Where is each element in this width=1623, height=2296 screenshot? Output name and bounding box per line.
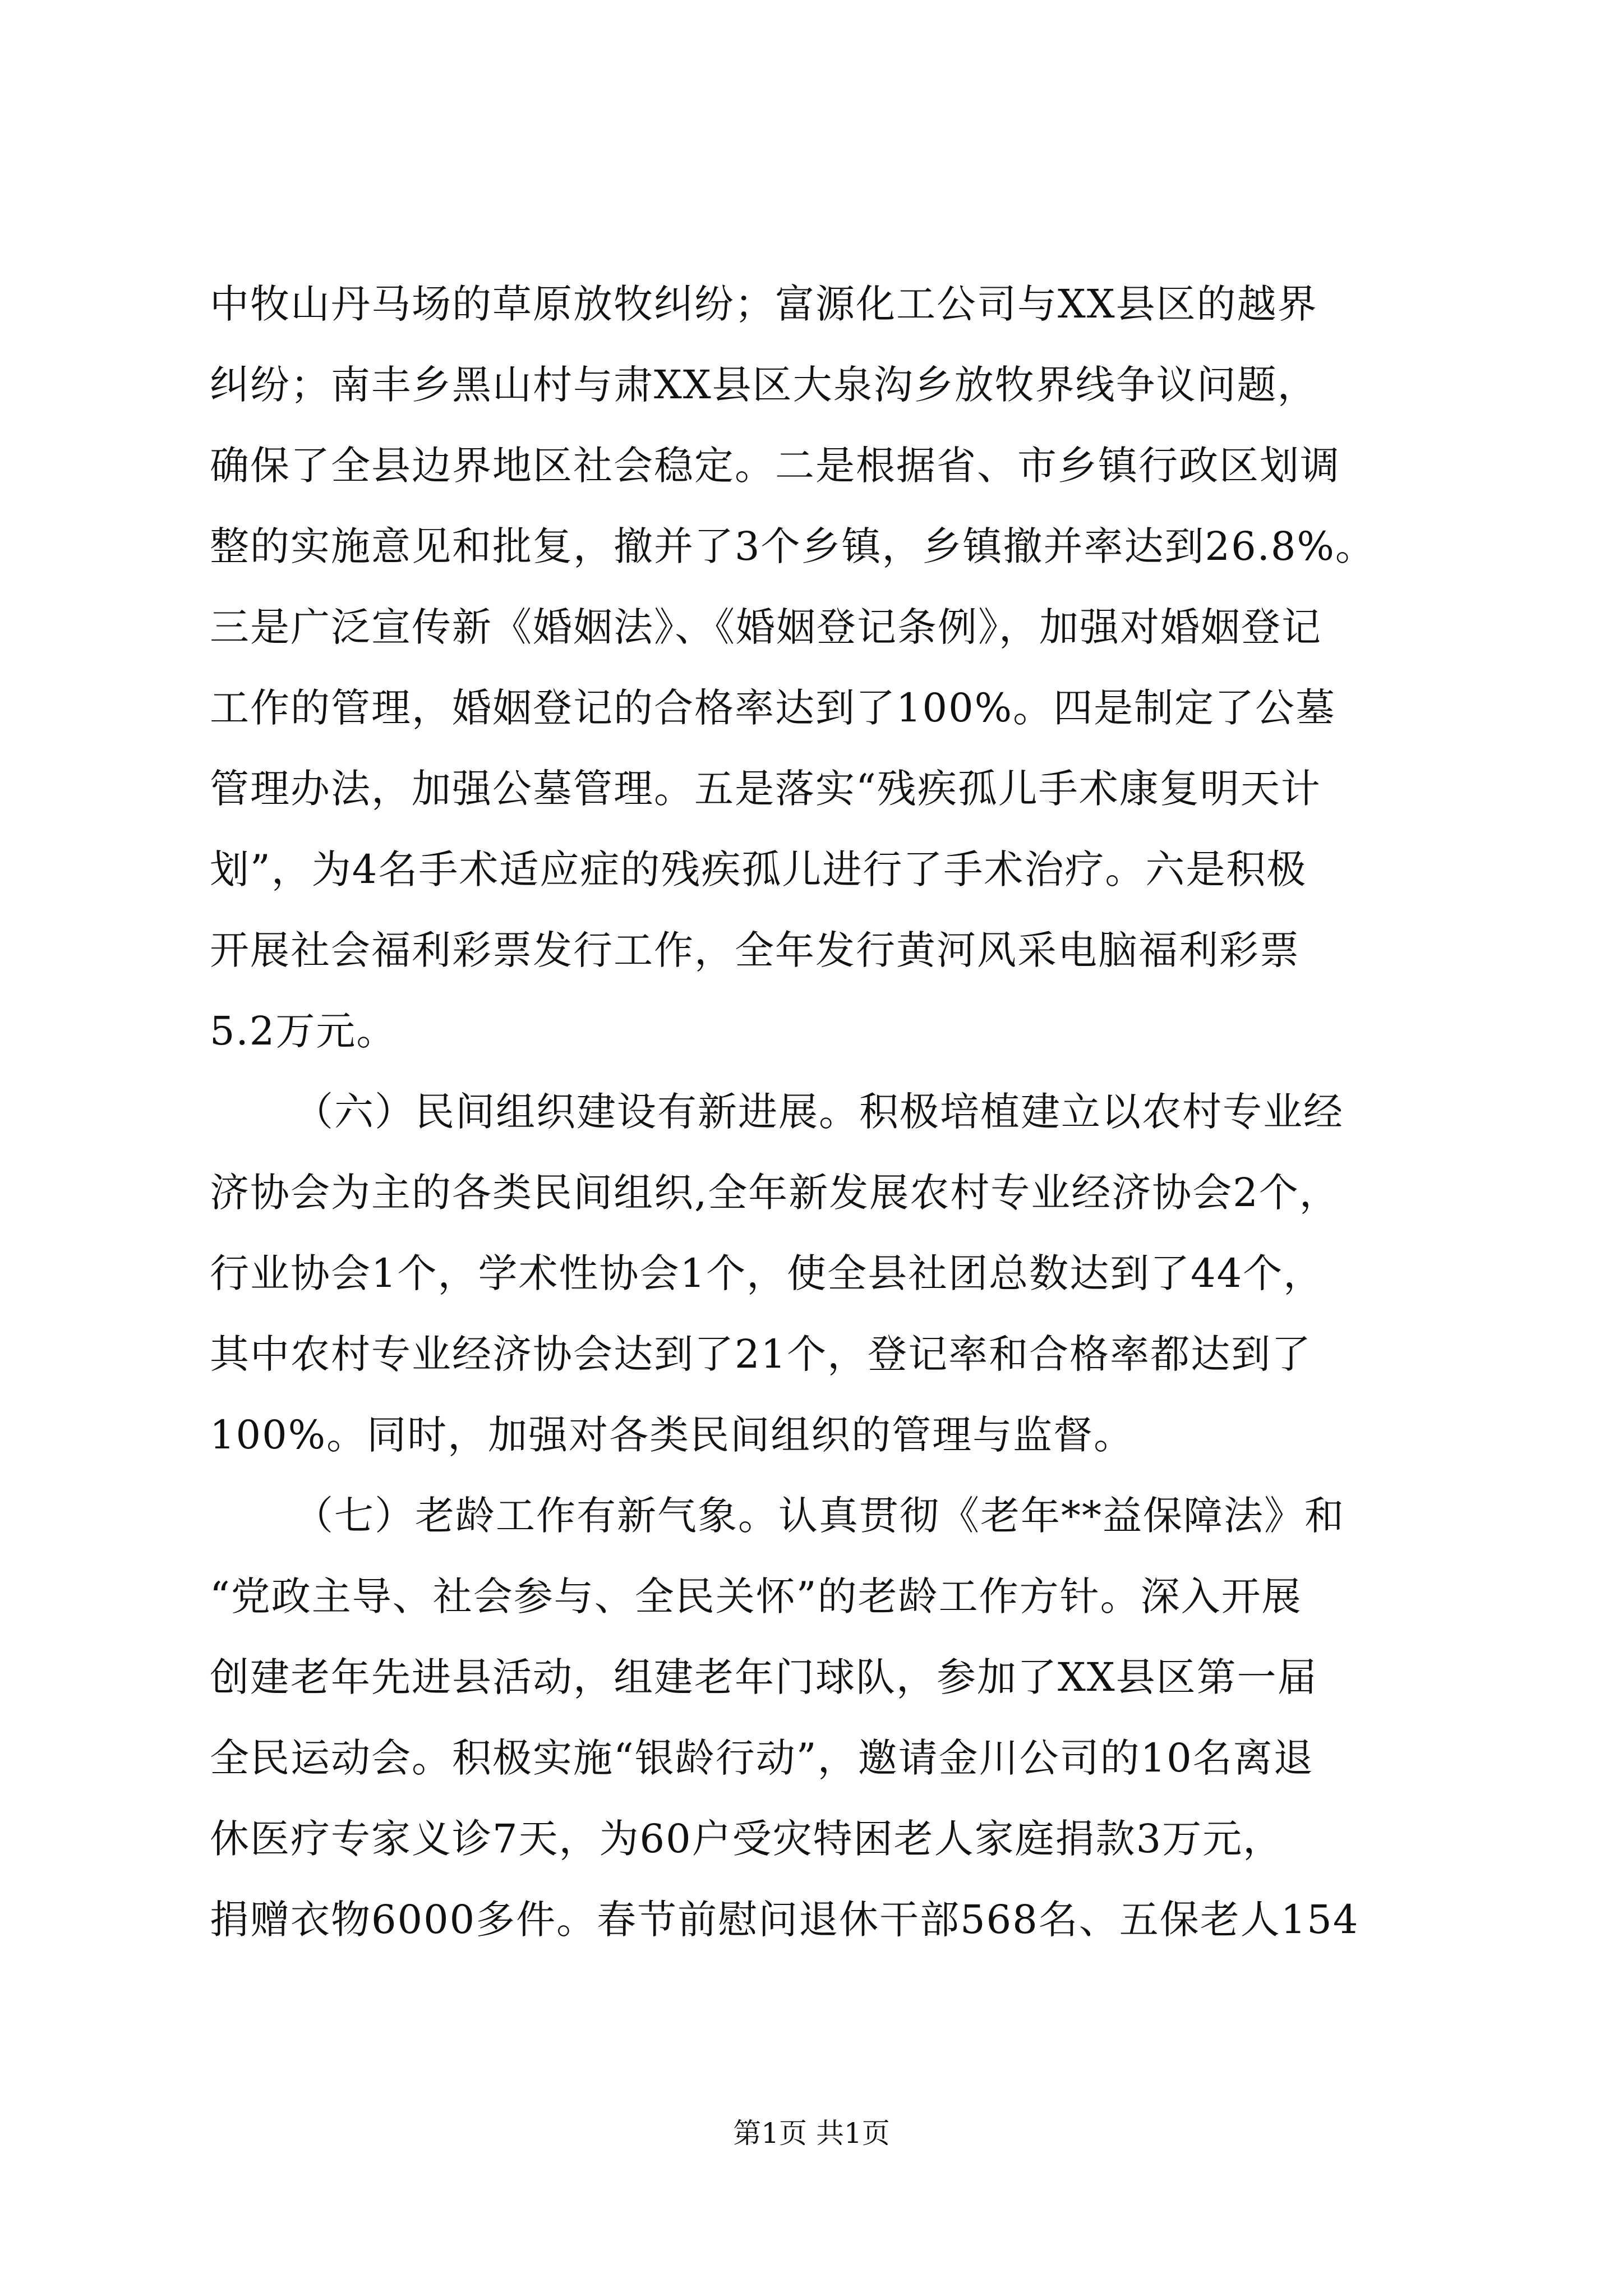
text-line: 济协会为主的各类民间组织,全年新发展农村专业经济协会2个， [210, 1170, 1340, 1216]
text-line: 全民运动会。积极实施“银龄行动”，邀请金川公司的10名离退 [210, 1735, 1314, 1781]
text-line: 5.2万元。 [210, 1008, 397, 1054]
text-line-indented: （七）老龄工作有新气象。认真贯彻《老年**益保障法》和 [294, 1493, 1345, 1539]
text-line: 100%。同时，加强对各类民间组织的管理与监督。 [210, 1412, 1135, 1458]
text-line: “党政主导、社会参与、全民关怀”的老龄工作方针。深入开展 [210, 1573, 1302, 1619]
text-line: 工作的管理，婚姻登记的合格率达到了100%。四是制定了公墓 [210, 685, 1336, 731]
text-line: 划”，为4名手术适应症的残疾孤儿进行了手术治疗。六是积极 [210, 846, 1307, 892]
text-line: 确保了全县边界地区社会稳定。二是根据省、市乡镇行政区划调 [210, 443, 1340, 489]
text-line: 管理办法，加强公墓管理。五是落实“残疾孤儿手术康复明天计 [210, 766, 1321, 812]
text-line: 行业协会1个，学术性协会1个，使全县社团总数达到了44个， [210, 1250, 1324, 1296]
text-line: 其中农村专业经济协会达到了21个，登记率和合格率都达到了 [210, 1331, 1312, 1377]
text-line: 休医疗专家义诊7天，为60户受灾特困老人家庭捐款3万元， [210, 1816, 1284, 1862]
text-line: 创建老年先进县活动，组建老年门球队，参加了XX县区第一届 [210, 1654, 1318, 1700]
text-line: 整的实施意见和批复，撤并了3个乡镇，乡镇撤并率达到26.8%。 [210, 523, 1376, 569]
text-line: 中牧山丹马场的草原放牧纠纷；富源化工公司与XX县区的越界 [210, 281, 1318, 327]
page-number: 第1页 共1页 [733, 2117, 890, 2150]
body-text [210, 264, 1432, 1960]
text-line-indented: （六）民间组织建设有新进展。积极培植建立以农村专业经 [294, 1089, 1344, 1135]
page-footer [0, 2114, 1623, 2153]
text-line: 纠纷；南丰乡黑山村与肃XX县区大泉沟乡放牧界线争议问题， [210, 362, 1318, 408]
text-line: 捐赠衣物6000多件。春节前慰问退休干部568名、五保老人154 [210, 1897, 1359, 1943]
text-line: 三是广泛宣传新《婚姻法》、《婚姻登记条例》，加强对婚姻登记 [210, 604, 1322, 650]
text-line: 开展社会福利彩票发行工作，全年发行黄河风采电脑福利彩票 [210, 927, 1300, 973]
